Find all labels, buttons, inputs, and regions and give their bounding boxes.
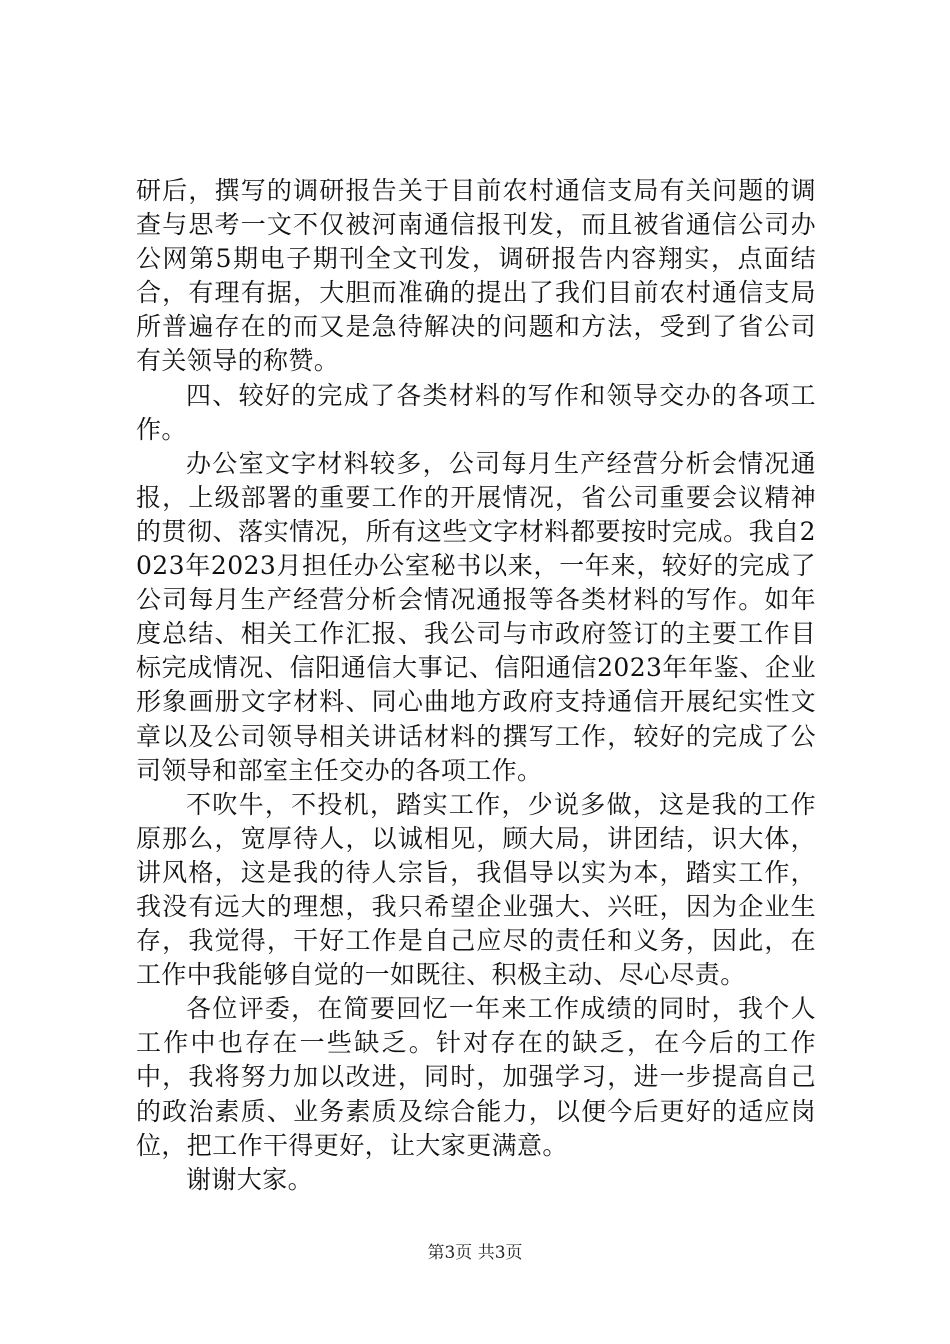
page-footer: 第3页 共3页 xyxy=(427,1243,523,1263)
paragraph-office-materials: 办公室文字材料较多，公司每月生产经营分析会情况通报，上级部署的重要工作的开展情况，省公司重要会议精神的贯彻、落实情况，所有这些文字材料都要按时完成。我自2023年2023月担任办公室秘书以来，一年来，较好的完成了公司每月生产经营分析会情况通报等各类材料的写作。如年度总结、相关工作汇报、我公司与市政府签订的主要工作目标完成情况、信阳通信大事记、信阳通信2023年年鉴、企业形象画册文字材料、同心曲地方政府支持通信开展纪实性文章以及公司领导相关讲话材料的撰写工作，较好的完成了公司领导和部室主任交办的各项工作。 xyxy=(136,448,816,785)
paragraph-continuation: 研后，撰写的调研报告关于目前农村通信支局有关问题的调查与思考一文不仅被河南通信报刊发，而且被省通信公司办公网第5期电子期刊全文刊发，调研报告内容翔实，点面结合，有理有据，大胆而准确的提出了我们目前农村通信支局所普遍存在的而又是急待解决的问题和方法，受到了省公司有关领导的称赞。 xyxy=(136,176,816,376)
paragraph-thanks: 谢谢大家。 xyxy=(186,1164,314,1194)
paragraph-section-heading: 四、较好的完成了各类材料的写作和领导交办的各项工作。 xyxy=(136,380,816,444)
document-body xyxy=(136,174,816,1197)
paragraph-shortcomings: 各位评委，在简要回忆一年来工作成绩的同时，我个人工作中也存在一些缺乏。针对存在的缺乏，在今后的工作中，我将努力加以改进，同时，加强学习，进一步提高自己的政治素质、业务素质及综合能力，以便今后更好的适应岗位，把工作干得更好，让大家更满意。 xyxy=(136,994,816,1160)
paragraph-work-principles: 不吹牛，不投机，踏实工作，少说多做，这是我的工作原那么，宽厚待人，以诚相见，顾大局，讲团结，识大体，讲风格，这是我的待人宗旨，我倡导以实为本，踏实工作，我没有远大的理想，我只希望企业强大、兴旺，因为企业生存，我觉得，干好工作是自己应尽的责任和义务，因此，在工作中我能够自觉的一如既往、积极主动、尽心尽责。 xyxy=(136,789,816,990)
